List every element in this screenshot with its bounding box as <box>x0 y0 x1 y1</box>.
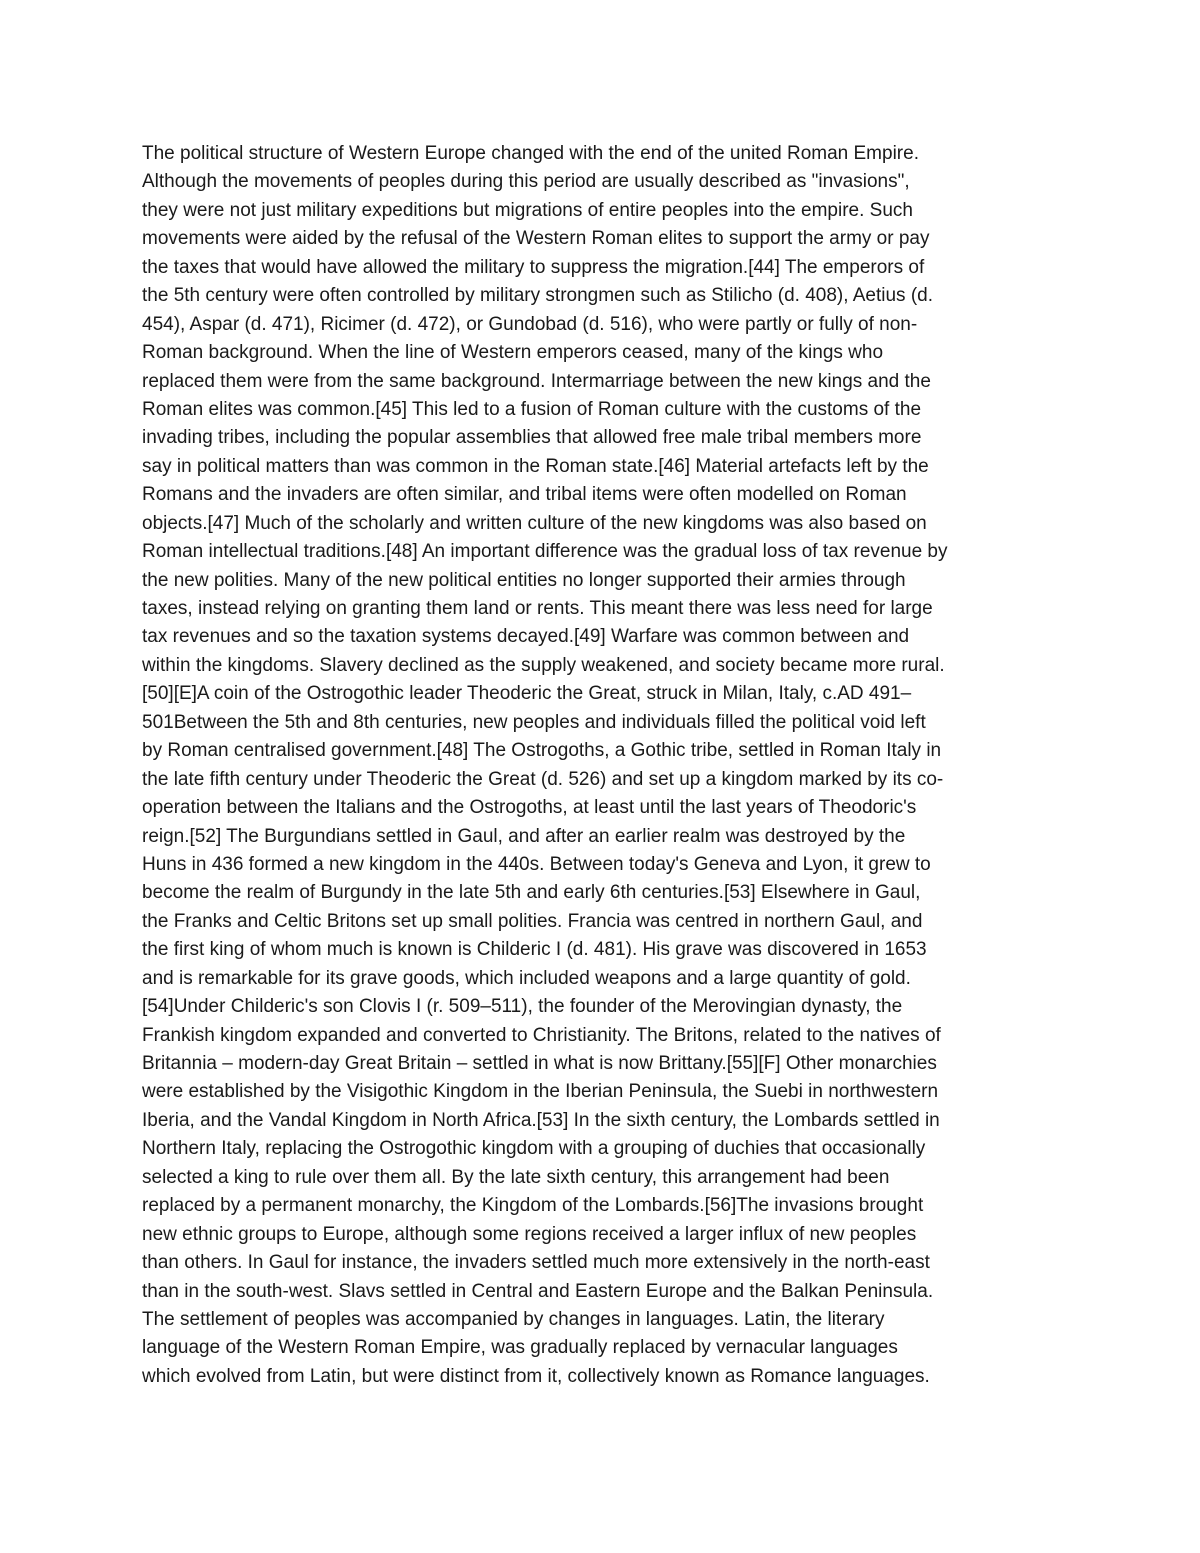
text-line: 454), Aspar (d. 471), Ricimer (d. 472), or Gundobad (d. 516), who were partly or fully of non- <box>142 313 918 335</box>
text-line: [54]Under Childeric's son Clovis I (r. 509–511), the founder of the Merovingian dynasty, the <box>142 996 903 1018</box>
text-line: Britannia – modern-day Great Britain – settled in what is now Brittany.[55][F] Other monarchies <box>142 1053 937 1074</box>
text-line: selected a king to rule over them all. By the late sixth century, this arrangement had been <box>142 1166 890 1188</box>
text-line: Frankish kingdom expanded and converted to Christianity. The Britons, related to the natives of <box>142 1024 941 1046</box>
text-line: tax revenues and so the taxation systems decayed.[49] Warfare was common between and <box>142 626 910 648</box>
text-line: Northern Italy, replacing the Ostrogothic kingdom with a grouping of duchies that occasionally <box>142 1138 926 1160</box>
text-line: Huns in 436 formed a new kingdom in the 440s. Between today's Geneva and Lyon, it grew to <box>142 853 931 875</box>
text-line: were established by the Visigothic Kingdom in the Iberian Peninsula, the Suebi in northwestern <box>142 1081 939 1103</box>
text-line: Romans and the invaders are often similar, and tribal items were often modelled on Roman <box>142 484 907 506</box>
text-line: 501Between the 5th and 8th centuries, new peoples and individuals filled the political void left <box>142 711 926 733</box>
text-line: say in political matters than was common in the Roman state.[46] Material artefacts left by the <box>142 455 929 477</box>
text-line: Roman intellectual traditions.[48] An important difference was the gradual loss of tax revenue by <box>142 541 948 563</box>
text-line: replaced by a permanent monarchy, the Kingdom of the Lombards.[56]The invasions brought <box>142 1195 924 1217</box>
text-line: new ethnic groups to Europe, although some regions received a larger influx of new peoples <box>142 1223 917 1245</box>
text-line: invading tribes, including the popular assemblies that allowed free male tribal members more <box>142 427 922 449</box>
text-line: operation between the Italians and the Ostrogoths, at least until the last years of Theodoric's <box>142 797 917 819</box>
text-line: the first king of whom much is known is Childeric I (d. 481). His grave was discovered in 1653 <box>142 939 927 961</box>
text-line: The settlement of peoples was accompanied by changes in languages. Latin, the literary <box>142 1308 885 1330</box>
text-line: they were not just military expeditions but migrations of entire peoples into the empire. Such <box>142 199 913 221</box>
text-line: than in the south-west. Slavs settled in Central and Eastern Europe and the Balkan Peninsula. <box>142 1280 934 1302</box>
text-line: The political structure of Western Europe changed with the end of the united Roman Empire. <box>142 143 919 164</box>
text-line: the new polities. Many of the new political entities no longer supported their armies through <box>142 569 906 591</box>
text-line: the taxes that would have allowed the military to suppress the migration.[44] The emperors of <box>142 256 925 278</box>
text-line: which evolved from Latin, but were distinct from it, collectively known as Romance languages. <box>142 1365 930 1387</box>
text-line: the Franks and Celtic Britons set up small polities. Francia was centred in northern Gaul, and <box>142 910 923 932</box>
text-line: language of the Western Roman Empire, was gradually replaced by vernacular languages <box>142 1337 898 1359</box>
text-line: become the realm of Burgundy in the late 5th and early 6th centuries.[53] Elsewhere in Gaul, <box>142 882 921 904</box>
text-line: and is remarkable for its grave goods, which included weapons and a large quantity of gold. <box>142 967 911 989</box>
text-line: taxes, instead relying on granting them land or rents. This meant there was less need for large <box>142 598 933 619</box>
text-line: objects.[47] Much of the scholarly and written culture of the new kingdoms was also based on <box>142 512 927 534</box>
text-line: Although the movements of peoples during this period are usually described as "invasions", <box>142 171 910 193</box>
text-line: the 5th century were often controlled by military strongmen such as Stilicho (d. 408), Aetius (d. <box>142 285 933 307</box>
text-line: movements were aided by the refusal of the Western Roman elites to support the army or pay <box>142 228 930 250</box>
body-paragraph <box>142 140 1082 1391</box>
text-line: by Roman centralised government.[48] The Ostrogoths, a Gothic tribe, settled in Roman Italy in <box>142 740 942 762</box>
text-line: [50][E]A coin of the Ostrogothic leader Theoderic the Great, struck in Milan, Italy, c.AD 491– <box>142 683 912 705</box>
text-line: reign.[52] The Burgundians settled in Gaul, and after an earlier realm was destroyed by the <box>142 825 906 847</box>
text-line: Iberia, and the Vandal Kingdom in North Africa.[53] In the sixth century, the Lombards settled in <box>142 1109 940 1131</box>
text-line: replaced them were from the same background. Intermarriage between the new kings and the <box>142 370 931 392</box>
text-line: the late fifth century under Theoderic the Great (d. 526) and set up a kingdom marked by its co- <box>142 768 944 790</box>
text-line: Roman background. When the line of Western emperors ceased, many of the kings who <box>142 342 884 364</box>
text-line: Roman elites was common.[45] This led to a fusion of Roman culture with the customs of the <box>142 398 922 420</box>
text-line: within the kingdoms. Slavery declined as the supply weakened, and society became more rural. <box>142 654 945 676</box>
text-line: than others. In Gaul for instance, the invaders settled much more extensively in the north-east <box>142 1252 930 1274</box>
